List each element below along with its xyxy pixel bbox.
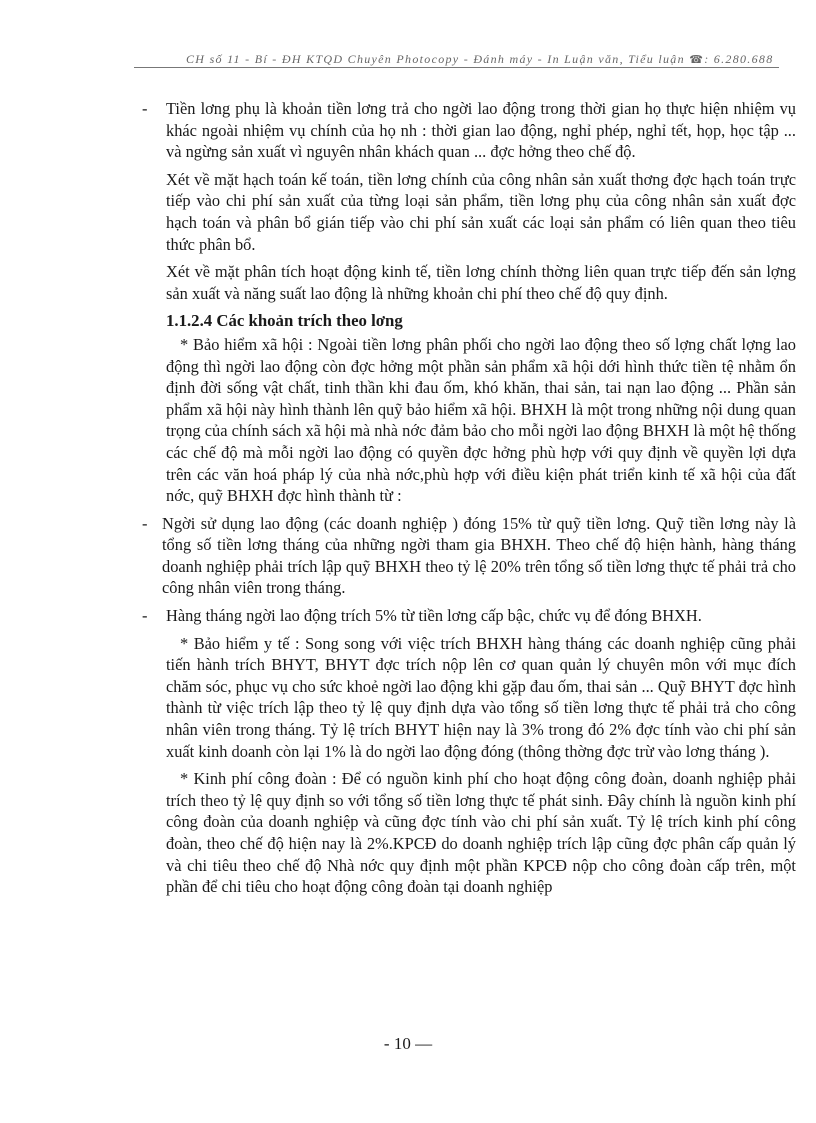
paragraph: * Kinh phí công đoàn : Để có nguồn kinh phí cho hoạt động công đoàn, doanh nghiệp phải trích theo tỷ lệ quy định so với tổng số tiền lơng thực tế phát sinh. Đây chính là nguồn kinh phí công đoàn của doanh nghiệp và cũng đợc tính vào chi phí sản xuất. Tỷ lệ trích kinh phí công đoàn, theo chế độ hiện nay là 2%.KPCĐ do doanh nghiệp trích lập cũng đợc phân cấp quản lý và chi tiêu theo chế độ Nhà nớc quy định một phần KPCĐ nộp cho công đoàn cấp trên, một phần để chi tiêu cho hoạt động công đoàn tại doanh nghiệp <box>166 769 796 897</box>
paragraph-text: Tiền lơng phụ là khoản tiền lơng trả cho ngời lao động trong thời gian họ thực hiện nhiệm vụ khác ngoài nhiệm vụ chính của họ nh : thời gian lao động, nghỉ phép, nghỉ tết, họp, học tập ... và ngừng sản xuất vì nguyên nhân khách quan ... đợc hởng theo chế độ. <box>166 99 796 162</box>
bullet-paragraph <box>140 605 796 627</box>
dash-marker: - <box>142 513 148 533</box>
paragraph: * Bảo hiểm y tế : Song song với việc trích BHXH hàng tháng các doanh nghiệp cũng phải tiến hành trích BHYT, BHYT đợc trích nộp lên cơ quan quản lý chuyên môn với mục đích chăm sóc, phục vụ cho sức khoẻ ngời lao động khi gặp đau ốm, thai sản ... Quỹ BHYT đợc hình thành từ việc trích lập theo tỷ lệ quy định dựa vào tổng số tiền lơng thực tế phải trả cho công nhân viên trong tháng. Tỷ lệ trích BHYT hiện nay là 3% trong đó 2% đợc tính vào chi phí sản xuất kinh doanh còn lại 1% là do ngời lao động đóng (thông thờng đợc trừ vào lơng tháng ). <box>166 633 796 761</box>
document-body <box>140 98 796 904</box>
paragraph-text: Ngời sử dụng lao động (các doanh nghiệp ) đóng 15% từ quỹ tiền lơng. Quỹ tiền lơng này là tổng số tiền lơng tháng của những ngời tham gia BHXH. Theo chế độ hiện hành, hàng tháng doanh nghiệp phải trích lập quỹ BHXH theo tỷ lệ 20% trên tổng số tiền lơng thực tế phải trả cho công nhân viên trong tháng. <box>162 513 796 598</box>
header-text: CH số 11 - Bí - ĐH KTQD Chuyên Photocopy - Đánh máy - In Luận văn, Tiểu luận <box>186 52 685 66</box>
paragraph: Xét về mặt hạch toán kế toán, tiền lơng chính của công nhân sản xuất thơng đợc hạch toán trực tiếp vào chi phí sản xuất của từng loại sản phẩm, tiền lơng phụ của công nhân sản xuất đợc hạch toán và phân bổ gián tiếp vào chi phí sản xuất các loại sản phẩm có liên quan theo tiêu thức phân bổ. <box>166 169 796 254</box>
paragraph: Xét về mặt phân tích hoạt động kinh tế, tiền lơng chính thờng liên quan trực tiếp đến sản lợng sản xuất và năng suất lao động là những khoản chi phí theo chế độ quy định. <box>166 262 796 303</box>
dash-marker: - <box>142 606 148 626</box>
page-number: - 10 — <box>383 1034 433 1053</box>
dash-marker: - <box>142 99 148 118</box>
paragraph: * Bảo hiểm xã hội : Ngoài tiền lơng phân phối cho ngời lao động theo số lợng chất lợng lao động thì ngời lao động còn đợc hởng một phần sản phẩm xã hội dới hình thức tiền tệ nhằm ổn định đời sống vật chất, tinh thần khi đau ốm, khó khăn, thai sản, tai nạn lao động ... Phần sản phẩm xã hội này hình thành lên quỹ bảo hiểm xã hội. BHXH là một trong những nội dung quan trọng của chính sách xã hội mà nhà nớc đảm bảo cho mỗi ngời lao động BHXH là một hệ thống các chế độ mà mỗi ngời lao động có quyền đợc hởng phù hợp với quy định về quyền lợi dựa trên các văn hoá pháp lý của nhà nớc,phù hợp với điều kiện phát triển kinh tế xã hội của đất nớc, quỹ BHXH đợc hình thành từ : <box>166 334 796 506</box>
paragraph-text: Hàng tháng ngời lao động trích 5% từ tiền lơng cấp bậc, chức vụ để đóng BHXH. <box>166 606 702 626</box>
bullet-paragraph <box>140 513 796 599</box>
page-header <box>186 52 774 67</box>
header-phone: : 6.280.688 <box>704 52 774 66</box>
bullet-paragraph <box>140 98 796 163</box>
telephone-icon: ☎ <box>689 54 705 66</box>
section-heading: 1.1.2.4 Các khoản trích theo lơng <box>166 311 403 331</box>
header-divider <box>134 67 779 68</box>
